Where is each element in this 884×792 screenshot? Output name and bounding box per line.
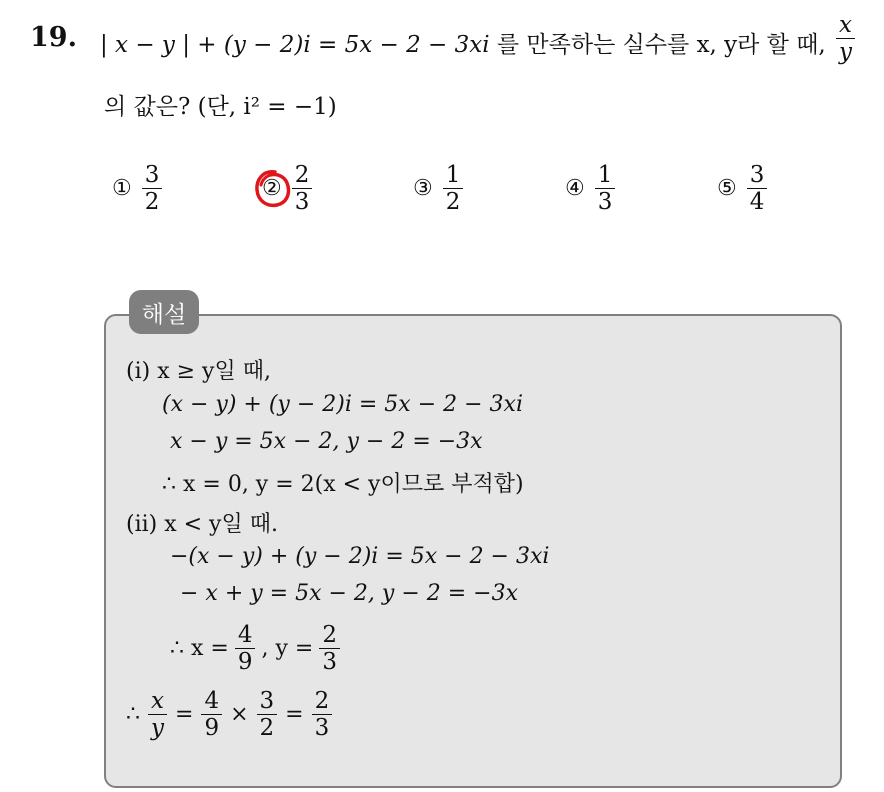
l9-eq1: = (175, 702, 194, 728)
choice-1-num: 3 (144, 162, 160, 188)
choice-3[interactable] (413, 162, 463, 216)
l9-f2-den: 9 (201, 714, 222, 741)
choice-1-den: 2 (142, 188, 163, 215)
choice-4-mark: ④ (565, 176, 585, 202)
question-equation: | x − y | + (y − 2)i = 5x − 2 − 3xi (100, 32, 490, 58)
choice-4[interactable] (565, 162, 615, 216)
l8-f2-den: 3 (319, 648, 340, 675)
l9-eq2: = (285, 702, 304, 728)
l9-f2-num: 4 (204, 688, 220, 714)
choice-4-den: 3 (595, 188, 616, 215)
l9-f1-num: x (151, 688, 164, 714)
choice-1-mark: ① (112, 176, 132, 202)
selected-answer-circle (253, 168, 293, 210)
solution-line-6: −(x − y) + (y − 2)i = 5x − 2 − 3xi (170, 544, 550, 569)
choice-2-den: 3 (292, 188, 313, 215)
solution-line-9 (126, 688, 332, 742)
l9-f4-num: 2 (314, 688, 330, 714)
question-condition: 를 만족하는 실수를 x, y라 할 때, (496, 32, 826, 58)
l9-f4-den: 3 (312, 714, 333, 741)
choice-5[interactable] (717, 162, 767, 216)
l9-f1-den: y (148, 714, 167, 741)
question-fraction-num: x (839, 12, 852, 38)
l8-f1-num: 4 (237, 622, 253, 648)
choice-3-mark: ③ (413, 176, 433, 202)
choice-1[interactable] (112, 162, 162, 216)
solution-line-3: x − y = 5x − 2, y − 2 = −3x (170, 429, 483, 454)
question-line-1 (100, 26, 826, 59)
choice-3-num: 1 (445, 162, 461, 188)
solution-line-8-pre: ∴ x = (170, 636, 229, 662)
choice-5-num: 3 (749, 162, 765, 188)
choice-2-num: 2 (294, 162, 310, 188)
solution-line-8 (170, 622, 340, 676)
choice-4-num: 1 (597, 162, 613, 188)
choice-2-mark: ② (262, 176, 282, 202)
question-number: 19. (30, 22, 77, 53)
solution-line-5: (ii) x < y일 때. (126, 512, 278, 537)
choice-5-mark: ⑤ (717, 176, 737, 202)
l9-f3-den: 2 (257, 714, 278, 741)
choice-3-den: 2 (443, 188, 464, 215)
solution-line-9-pre: ∴ (126, 702, 140, 728)
solution-line-7: − x + y = 5x − 2, y − 2 = −3x (180, 581, 519, 606)
choice-5-den: 4 (747, 188, 768, 215)
solution-tag: 해설 (129, 290, 199, 334)
l8-f2-num: 2 (322, 622, 337, 648)
l9-times: × (230, 702, 249, 728)
solution-line-2: (x − y) + (y − 2)i = 5x − 2 − 3xi (162, 392, 523, 417)
solution-line-8-mid: , y = (261, 636, 314, 662)
solution-line-4: ∴ x = 0, y = 2(x < y이므로 부적합) (162, 472, 524, 497)
l8-f1-den: 9 (235, 648, 256, 675)
question-line-2: 의 값은? (단, i² = −1) (104, 94, 337, 120)
l9-f3-num: 3 (259, 688, 275, 714)
question-fraction-den: y (836, 38, 855, 65)
question-fraction (836, 12, 855, 66)
solution-line-1: (i) x ≥ y일 때, (126, 359, 271, 384)
